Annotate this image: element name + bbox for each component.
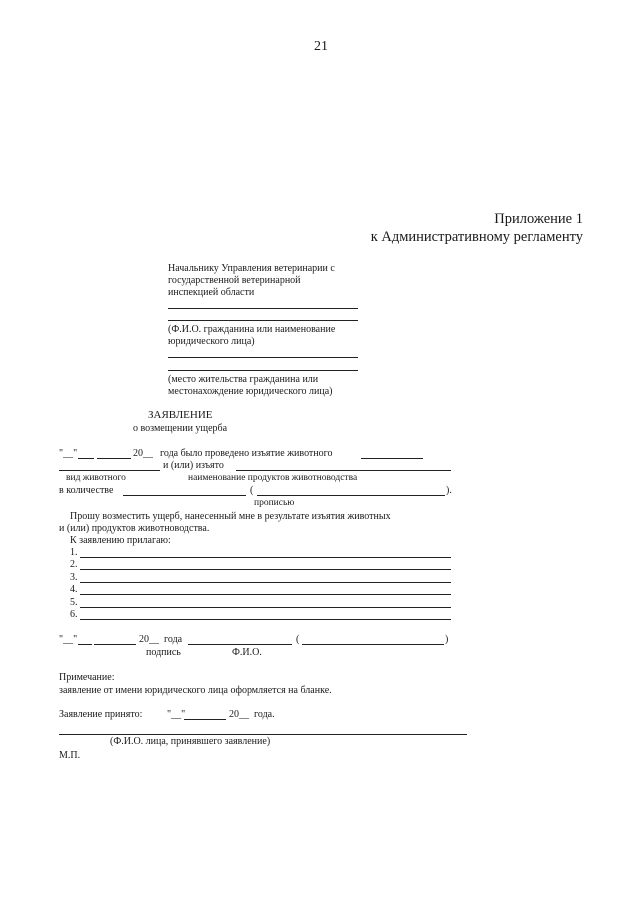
accepted-date-month-line[interactable] [184, 719, 226, 720]
seizure-date-day-gap[interactable] [78, 458, 94, 459]
accepted-date-day: "__" [167, 709, 186, 720]
appendix-title: Приложение 1 [494, 211, 583, 227]
sign-date-month-line[interactable] [94, 644, 136, 645]
seizure-date-day: "__" [59, 448, 78, 459]
amount-paren-close: ). [446, 485, 452, 496]
attachment-number: 6. [70, 609, 78, 620]
hint-fio: Ф.И.О. [232, 647, 262, 658]
attachment-number: 2. [70, 559, 78, 570]
attachment-number: 3. [70, 572, 78, 583]
and-or-seized: и (или) изъято [163, 460, 224, 471]
stamp-label: М.П. [59, 750, 81, 761]
fio-line-2[interactable] [168, 320, 358, 321]
hint-accepted-person: (Ф.И.О. лица, принявшего заявление) [110, 736, 271, 747]
document-subtitle: о возмещении ущерба [133, 423, 228, 434]
accepted-year: 20__ [229, 709, 249, 720]
address-hint-2: местонахождение юридического лица) [168, 386, 333, 397]
seizure-text: года было проведено изъятие животного [160, 448, 333, 459]
document-title: ЗАЯВЛЕНИЕ [148, 409, 213, 421]
sign-year: 20__ [139, 634, 159, 645]
amount-words-line[interactable] [257, 495, 445, 496]
amount-paren-open: ( [250, 485, 254, 496]
addressee-line-1: Начальнику Управления ветеринарии с [168, 263, 335, 274]
addressee-line-2: государственной ветеринарной [168, 275, 301, 286]
attachment-line[interactable] [80, 594, 451, 595]
accepted-person-line[interactable] [59, 734, 467, 735]
accepted-label: Заявление принято: [59, 709, 143, 720]
sign-year-word: года [164, 634, 183, 645]
addressee-line-3: инспекцией области [168, 287, 255, 298]
request-line-1: Прошу возместить ущерб, нанесенный мне в результате изъятия животных [70, 511, 391, 522]
note-text: заявление от имени юридического лица оформляется на бланке. [59, 685, 332, 696]
request-line-2: и (или) продуктов животноводства. [59, 523, 210, 534]
attachment-line[interactable] [80, 607, 451, 608]
sign-paren-close: ) [445, 634, 449, 645]
attachment-line[interactable] [80, 557, 451, 558]
animal-line[interactable] [361, 458, 423, 459]
signature-fio-line[interactable] [302, 644, 444, 645]
hint-signature: подпись [146, 647, 181, 658]
note-label: Примечание: [59, 672, 115, 683]
fio-line-1[interactable] [168, 308, 358, 309]
product-name-line[interactable] [236, 470, 451, 471]
seizure-year: 20__ [133, 448, 153, 459]
address-line-1[interactable] [168, 357, 358, 358]
hint-in-words: прописью [254, 498, 295, 508]
fio-hint-1: (Ф.И.О. гражданина или наименование [168, 324, 336, 335]
page-number: 21 [314, 39, 328, 54]
sign-paren-open: ( [296, 634, 300, 645]
amount-line[interactable] [123, 495, 246, 496]
hint-animal-type: вид животного [66, 473, 126, 483]
attachment-number: 5. [70, 597, 78, 608]
hint-product-name: наименование продуктов животноводства [188, 473, 358, 483]
signature-line[interactable] [188, 644, 292, 645]
fio-hint-2: юридического лица) [168, 336, 255, 347]
sign-date-day-gap[interactable] [78, 644, 92, 645]
seizure-date-month-line[interactable] [97, 458, 131, 459]
attachment-line[interactable] [80, 582, 451, 583]
sign-date-day: "__" [59, 634, 78, 645]
regulation-ref: к Административному регламенту [370, 229, 583, 245]
attachment-number: 1. [70, 547, 78, 558]
attachment-line[interactable] [80, 569, 451, 570]
accepted-year-word: года. [254, 709, 275, 720]
attachment-number: 4. [70, 584, 78, 595]
address-line-2[interactable] [168, 370, 358, 371]
animal-type-line[interactable] [59, 470, 160, 471]
attach-label: К заявлению прилагаю: [70, 535, 171, 546]
attachment-line[interactable] [80, 619, 451, 620]
in-amount-label: в количестве [59, 485, 114, 496]
address-hint-1: (место жительства гражданина или [168, 374, 319, 385]
